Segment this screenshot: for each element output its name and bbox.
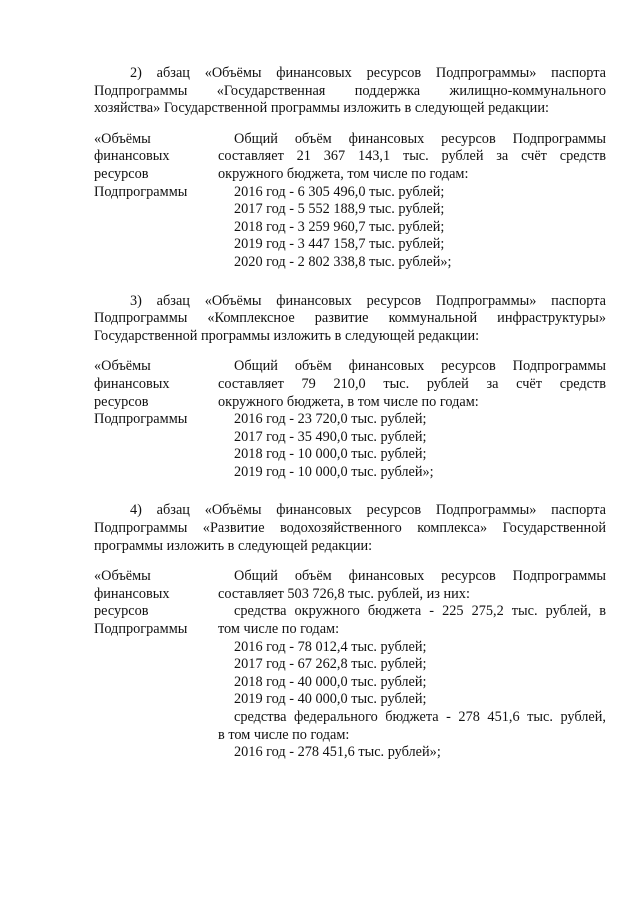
funding-line: окружного бюджета, в том числе по годам:: [218, 393, 479, 410]
label-line: ресурсов: [94, 603, 149, 620]
label-line: Подпрограммы: [94, 183, 188, 200]
label-line: ресурсов: [94, 165, 149, 182]
funding-line: составляет 79 210,0 тыс. рублей за счёт средств: [218, 375, 606, 392]
funding-line: 2016 год - 278 451,6 тыс. рублей»;: [234, 744, 441, 761]
paragraph-line: 4) абзац «Объёмы финансовых ресурсов Подпрограммы» паспорта: [130, 502, 606, 519]
funding-line: 2018 год - 3 259 960,7 тыс. рублей;: [234, 218, 445, 235]
label-line: «Объёмы: [94, 568, 151, 585]
funding-line: средства федерального бюджета - 278 451,6 тыс. рублей,: [234, 709, 606, 725]
funding-line: Общий объём финансовых ресурсов Подпрограммы: [234, 358, 606, 375]
amendment-paragraph-3: [94, 293, 606, 346]
funding-line: окружного бюджета, том числе по годам:: [218, 165, 469, 182]
label-line: «Объёмы: [94, 358, 151, 375]
paragraph-line: Подпрограммы «Государственная поддержка жилищно-коммунального: [94, 82, 606, 99]
funding-line: средства окружного бюджета - 225 275,2 тыс. рублей, в: [234, 603, 606, 620]
funding-line: 2017 год - 5 552 188,9 тыс. рублей;: [234, 201, 445, 218]
funding-table-4: [94, 568, 606, 762]
funding-line: Общий объём финансовых ресурсов Подпрограммы: [234, 130, 606, 147]
funding-line: 2017 год - 35 490,0 тыс. рублей;: [234, 428, 427, 445]
funding-label: [94, 358, 218, 481]
funding-line: 2016 год - 6 305 496,0 тыс. рублей;: [234, 183, 445, 200]
funding-line: 2018 год - 10 000,0 тыс. рублей;: [234, 446, 427, 463]
funding-table-2: [94, 131, 606, 272]
paragraph-line: программы изложить в следующей редакции:: [94, 537, 373, 554]
funding-line: 2018 год - 40 000,0 тыс. рублей;: [234, 673, 427, 690]
funding-line: 2019 год - 10 000,0 тыс. рублей»;: [234, 463, 434, 480]
funding-line: в том числе по годам:: [218, 726, 350, 743]
funding-line: составляет 503 726,8 тыс. рублей, из них:: [218, 585, 470, 602]
funding-line: 2016 год - 78 012,4 тыс. рублей;: [234, 638, 427, 655]
funding-line: составляет 21 367 143,1 тыс. рублей за счёт средств: [218, 148, 606, 165]
amendment-paragraph-2: [94, 65, 606, 118]
label-line: «Объёмы: [94, 130, 151, 147]
funding-text: [218, 358, 606, 481]
paragraph-line: Подпрограммы «Развитие водохозяйственного комплекса» Государственной: [94, 520, 606, 537]
paragraph-line: Государственной программы изложить в следующей редакции:: [94, 327, 480, 344]
funding-line: 2016 год - 23 720,0 тыс. рублей;: [234, 411, 427, 428]
funding-text: [218, 131, 606, 272]
funding-line: Общий объём финансовых ресурсов Подпрограммы: [234, 568, 606, 585]
funding-label: [94, 131, 218, 272]
label-line: финансовых: [94, 148, 170, 165]
label-line: Подпрограммы: [94, 621, 188, 638]
paragraph-line: Подпрограммы «Комплексное развитие коммунальной инфраструктуры»: [94, 310, 606, 327]
paragraph-line: 2) абзац «Объёмы финансовых ресурсов Подпрограммы» паспорта: [130, 65, 606, 81]
funding-line: 2020 год - 2 802 338,8 тыс. рублей»;: [234, 253, 452, 270]
funding-text: [218, 568, 606, 762]
label-line: финансовых: [94, 375, 170, 392]
document-page: [94, 65, 606, 783]
paragraph-line: хозяйства» Государственной программы изложить в следующей редакции:: [94, 100, 549, 117]
funding-label: [94, 568, 218, 762]
label-line: Подпрограммы: [94, 411, 188, 428]
paragraph-line: 3) абзац «Объёмы финансовых ресурсов Подпрограммы» паспорта: [130, 292, 606, 309]
amendment-paragraph-4: [94, 502, 606, 555]
funding-line: 2017 год - 67 262,8 тыс. рублей;: [234, 656, 427, 673]
funding-line: том числе по годам:: [218, 621, 340, 638]
funding-line: 2019 год - 40 000,0 тыс. рублей;: [234, 691, 427, 708]
label-line: ресурсов: [94, 393, 149, 410]
funding-line: 2019 год - 3 447 158,7 тыс. рублей;: [234, 236, 445, 253]
label-line: финансовых: [94, 585, 170, 602]
funding-table-3: [94, 358, 606, 481]
